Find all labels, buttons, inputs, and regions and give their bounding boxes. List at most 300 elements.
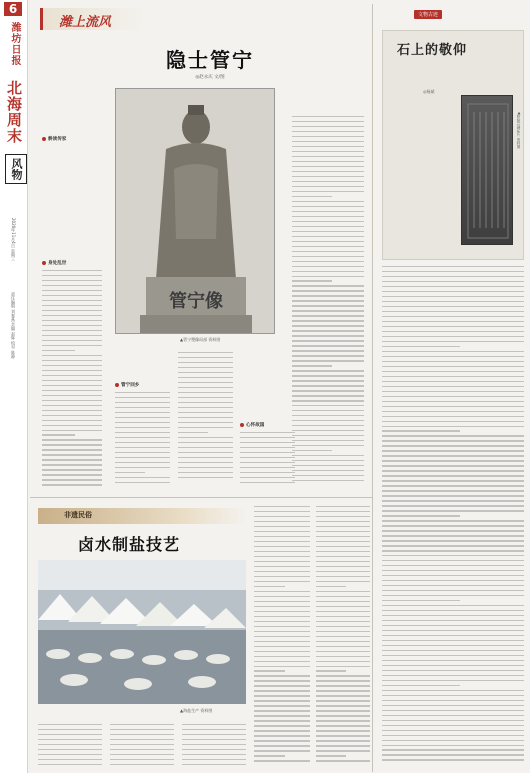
text-line bbox=[115, 452, 170, 453]
text-line bbox=[42, 360, 102, 361]
text-line bbox=[382, 580, 524, 581]
text-line bbox=[382, 440, 524, 441]
text-line bbox=[292, 285, 364, 286]
text-line bbox=[316, 536, 370, 537]
text-line bbox=[115, 417, 170, 418]
text-line bbox=[316, 636, 370, 637]
text-line bbox=[382, 535, 524, 536]
statue-photo bbox=[115, 88, 275, 334]
text-line bbox=[178, 397, 233, 398]
text-line bbox=[254, 725, 310, 726]
kicker-text: 潍上流风 bbox=[59, 15, 112, 30]
text-line bbox=[292, 191, 364, 192]
text-line bbox=[382, 271, 524, 272]
text-line bbox=[316, 586, 346, 587]
text-line bbox=[382, 540, 524, 541]
text-line bbox=[382, 281, 524, 282]
text-line bbox=[42, 474, 102, 475]
text-line bbox=[382, 480, 524, 481]
text-line bbox=[382, 435, 524, 436]
text-line bbox=[316, 685, 370, 686]
text-line bbox=[382, 680, 524, 681]
text-line bbox=[42, 330, 102, 331]
text-line bbox=[292, 131, 364, 132]
text-line bbox=[382, 754, 524, 755]
text-line bbox=[42, 449, 102, 450]
text-line bbox=[254, 670, 285, 671]
text-line bbox=[254, 576, 310, 577]
text-line bbox=[292, 355, 364, 356]
text-line bbox=[382, 321, 524, 322]
text-line bbox=[240, 442, 295, 443]
text-line bbox=[316, 745, 370, 746]
text-line bbox=[292, 181, 364, 182]
text-line bbox=[382, 356, 524, 357]
text-line bbox=[316, 661, 370, 662]
text-line bbox=[254, 526, 310, 527]
text-line bbox=[42, 355, 102, 356]
text-line bbox=[254, 621, 310, 622]
text-line bbox=[292, 266, 364, 267]
text-line bbox=[382, 645, 524, 646]
text-line bbox=[254, 745, 310, 746]
text-line bbox=[316, 571, 370, 572]
text-line bbox=[42, 415, 102, 416]
text-line bbox=[42, 340, 102, 341]
text-line bbox=[382, 650, 524, 651]
text-line bbox=[382, 675, 524, 676]
text-line bbox=[316, 596, 370, 597]
article-title: 隐士管宁 bbox=[166, 48, 254, 72]
text-line bbox=[178, 462, 233, 463]
text-line bbox=[316, 651, 370, 652]
text-line bbox=[316, 626, 370, 627]
text-line bbox=[382, 570, 524, 571]
article-brine-salt bbox=[30, 498, 372, 773]
text-line bbox=[292, 116, 364, 117]
text-line bbox=[292, 141, 364, 142]
text-line bbox=[115, 467, 170, 468]
text-line bbox=[316, 720, 370, 721]
text-line bbox=[382, 515, 460, 516]
text-line bbox=[254, 561, 310, 562]
text-line bbox=[382, 495, 524, 496]
text-line bbox=[292, 231, 364, 232]
text-line bbox=[178, 442, 233, 443]
text-line bbox=[382, 525, 524, 526]
text-line bbox=[42, 395, 102, 396]
text-line bbox=[178, 467, 233, 468]
date-line: 2020年11月4日 星期三 bbox=[11, 218, 16, 262]
text-line bbox=[292, 330, 364, 331]
text-column-b5 bbox=[316, 506, 370, 768]
text-line bbox=[382, 735, 524, 736]
text-line bbox=[292, 435, 364, 436]
text-line bbox=[382, 745, 524, 746]
text-line bbox=[316, 551, 370, 552]
text-line bbox=[240, 482, 295, 483]
text-line bbox=[292, 440, 364, 441]
text-line bbox=[42, 320, 102, 321]
article-guan-ning bbox=[30, 0, 372, 495]
text-line bbox=[316, 646, 370, 647]
text-line bbox=[382, 406, 524, 407]
article-byline: ◎赵永庆 文/图 bbox=[195, 75, 225, 80]
text-line bbox=[292, 460, 364, 461]
sub-heading: 管宁回乡 bbox=[115, 382, 170, 388]
text-line bbox=[292, 410, 364, 411]
text-line bbox=[42, 405, 102, 406]
text-line bbox=[38, 749, 102, 750]
sub-heading: 身处乱世 bbox=[42, 260, 102, 266]
text-line bbox=[42, 325, 102, 326]
text-line bbox=[254, 735, 310, 736]
text-line bbox=[382, 341, 524, 342]
text-line bbox=[316, 561, 370, 562]
supplement-name: 北海周末 bbox=[5, 80, 23, 144]
text-line bbox=[178, 387, 233, 388]
column-divider bbox=[372, 4, 373, 772]
text-line bbox=[178, 412, 233, 413]
text-line bbox=[254, 666, 310, 667]
text-line bbox=[254, 586, 285, 587]
text-line bbox=[316, 591, 370, 592]
text-line bbox=[316, 755, 346, 756]
text-line bbox=[292, 126, 364, 127]
editors-line: 责任编辑 刘春燕 美编 赵辉 校对 陈静 bbox=[11, 292, 16, 359]
text-line bbox=[292, 475, 364, 476]
text-line bbox=[254, 646, 310, 647]
text-line bbox=[316, 566, 370, 567]
text-line bbox=[382, 505, 524, 506]
salt-mounds-image bbox=[38, 560, 246, 704]
text-line bbox=[382, 670, 524, 671]
text-line bbox=[382, 430, 460, 431]
text-line bbox=[382, 445, 524, 446]
text-line bbox=[292, 136, 364, 137]
text-line bbox=[292, 156, 364, 157]
text-line bbox=[42, 315, 102, 316]
text-line bbox=[382, 391, 524, 392]
page-number: 6 bbox=[4, 2, 22, 16]
text-line bbox=[42, 390, 102, 391]
text-line bbox=[382, 715, 524, 716]
text-line bbox=[178, 362, 233, 363]
article-title: 石上的敬仰 bbox=[397, 43, 468, 58]
text-line bbox=[292, 295, 364, 296]
text-line bbox=[254, 506, 310, 507]
text-line bbox=[316, 735, 370, 736]
text-line bbox=[240, 457, 295, 458]
text-line bbox=[178, 452, 233, 453]
text-line bbox=[292, 186, 364, 187]
text-line bbox=[316, 695, 370, 696]
text-line bbox=[316, 611, 370, 612]
text-line bbox=[316, 516, 370, 517]
text-line bbox=[42, 454, 102, 455]
text-line bbox=[254, 551, 310, 552]
text-line bbox=[254, 641, 310, 642]
text-line bbox=[382, 485, 524, 486]
text-line bbox=[115, 462, 170, 463]
text-line bbox=[42, 375, 102, 376]
text-line bbox=[115, 432, 170, 433]
text-line bbox=[382, 396, 524, 397]
text-line bbox=[382, 500, 524, 501]
text-line bbox=[115, 402, 170, 403]
masthead bbox=[0, 0, 28, 773]
text-line bbox=[115, 397, 170, 398]
text-line bbox=[292, 236, 364, 237]
text-line bbox=[292, 251, 364, 252]
text-line bbox=[382, 371, 524, 372]
text-line bbox=[115, 442, 170, 443]
text-line bbox=[382, 376, 524, 377]
text-line bbox=[382, 386, 524, 387]
text-line bbox=[382, 550, 524, 551]
text-line bbox=[292, 300, 364, 301]
text-line bbox=[292, 450, 332, 451]
text-line bbox=[382, 740, 524, 741]
text-line bbox=[292, 465, 364, 466]
text-line bbox=[42, 285, 102, 286]
text-line bbox=[382, 381, 524, 382]
stele-rubbing bbox=[462, 96, 514, 246]
column-tag: 非遗民俗 bbox=[64, 510, 92, 519]
text-line bbox=[42, 430, 102, 431]
text-line bbox=[110, 739, 174, 740]
text-line bbox=[42, 270, 102, 271]
text-line bbox=[292, 335, 364, 336]
text-line bbox=[254, 720, 310, 721]
text-line bbox=[382, 291, 524, 292]
text-line bbox=[115, 427, 170, 428]
article-title: 卤水制盐技艺 bbox=[78, 535, 181, 554]
text-line bbox=[382, 490, 524, 491]
text-line bbox=[38, 754, 102, 755]
text-line bbox=[42, 380, 102, 381]
text-line bbox=[115, 407, 170, 408]
text-line bbox=[316, 556, 370, 557]
text-line bbox=[110, 764, 174, 765]
text-line bbox=[316, 715, 370, 716]
text-line bbox=[178, 367, 233, 368]
text-line bbox=[182, 729, 246, 730]
text-line bbox=[254, 656, 310, 657]
text-line bbox=[382, 530, 524, 531]
text-line bbox=[292, 370, 364, 371]
text-line bbox=[254, 566, 310, 567]
text-line bbox=[38, 744, 102, 745]
text-line bbox=[316, 576, 370, 577]
text-line bbox=[42, 345, 102, 346]
text-line bbox=[382, 635, 524, 636]
text-line bbox=[115, 477, 170, 478]
text-line bbox=[292, 216, 364, 217]
text-line bbox=[292, 350, 364, 351]
text-line bbox=[115, 422, 170, 423]
text-line bbox=[115, 457, 170, 458]
sub-heading: 心怀故国 bbox=[240, 422, 295, 428]
text-line bbox=[254, 571, 310, 572]
text-line bbox=[292, 151, 364, 152]
text-line bbox=[115, 392, 170, 393]
text-line bbox=[254, 750, 310, 751]
text-line bbox=[382, 660, 524, 661]
text-line bbox=[292, 320, 364, 321]
text-line bbox=[110, 749, 174, 750]
text-line bbox=[382, 625, 524, 626]
text-line bbox=[254, 740, 310, 741]
text-line bbox=[316, 541, 370, 542]
text-line bbox=[178, 392, 233, 393]
text-line bbox=[316, 705, 370, 706]
text-line bbox=[38, 759, 102, 760]
text-line bbox=[292, 276, 364, 277]
text-line bbox=[292, 385, 364, 386]
text-line bbox=[382, 725, 524, 726]
text-line bbox=[316, 750, 370, 751]
text-line bbox=[382, 730, 524, 731]
text-line bbox=[292, 280, 332, 281]
text-line bbox=[38, 734, 102, 735]
text-line bbox=[292, 271, 364, 272]
text-line bbox=[382, 401, 524, 402]
text-line bbox=[292, 261, 364, 262]
text-line bbox=[316, 526, 370, 527]
text-line bbox=[254, 516, 310, 517]
text-line bbox=[178, 432, 208, 433]
text-line bbox=[110, 729, 174, 730]
text-line bbox=[382, 336, 524, 337]
text-line bbox=[42, 484, 102, 485]
column-tag: 文物古迹 bbox=[414, 10, 442, 19]
text-line bbox=[316, 680, 370, 681]
text-line bbox=[292, 360, 364, 361]
text-line bbox=[382, 426, 524, 427]
text-line bbox=[382, 520, 524, 521]
text-line bbox=[382, 411, 524, 412]
text-line bbox=[382, 560, 524, 561]
text-line bbox=[240, 447, 295, 448]
text-line bbox=[316, 521, 370, 522]
text-line bbox=[182, 724, 246, 725]
text-line bbox=[178, 417, 233, 418]
text-line bbox=[382, 455, 524, 456]
stele-caption: ▲阳陵石碑拓片 资料图 bbox=[517, 111, 521, 149]
text-line bbox=[382, 286, 524, 287]
text-column-5 bbox=[240, 352, 295, 486]
text-line bbox=[292, 420, 364, 421]
bullet-icon bbox=[115, 383, 119, 387]
text-line bbox=[382, 450, 524, 451]
text-line bbox=[292, 146, 364, 147]
text-line bbox=[382, 316, 524, 317]
text-line bbox=[382, 585, 524, 586]
text-line bbox=[110, 724, 174, 725]
text-line bbox=[178, 372, 233, 373]
text-line bbox=[382, 640, 524, 641]
text-line bbox=[316, 656, 370, 657]
text-line bbox=[316, 740, 370, 741]
text-line bbox=[292, 171, 364, 172]
text-line bbox=[382, 749, 524, 750]
text-line bbox=[316, 631, 370, 632]
text-line bbox=[42, 469, 102, 470]
text-line bbox=[42, 420, 102, 421]
text-line bbox=[42, 365, 102, 366]
text-line bbox=[292, 290, 364, 291]
text-line bbox=[292, 390, 364, 391]
article-byline: ◎杨斌 bbox=[423, 89, 435, 94]
text-line bbox=[382, 465, 524, 466]
text-line bbox=[240, 462, 295, 463]
text-line bbox=[382, 460, 524, 461]
article-stone-reverence bbox=[374, 0, 530, 773]
text-line bbox=[254, 546, 310, 547]
text-line bbox=[42, 459, 102, 460]
text-line bbox=[110, 734, 174, 735]
text-line bbox=[382, 610, 524, 611]
text-line bbox=[292, 430, 364, 431]
text-line bbox=[292, 221, 364, 222]
text-line bbox=[292, 246, 364, 247]
text-line bbox=[382, 351, 524, 352]
text-line bbox=[382, 695, 524, 696]
text-line bbox=[382, 421, 524, 422]
text-line bbox=[240, 432, 295, 433]
text-line bbox=[382, 759, 524, 760]
text-column-4 bbox=[178, 352, 233, 486]
text-line bbox=[316, 601, 370, 602]
text-line bbox=[382, 630, 524, 631]
text-line bbox=[254, 541, 310, 542]
text-line bbox=[292, 470, 364, 471]
text-line bbox=[382, 326, 524, 327]
text-line bbox=[292, 226, 364, 227]
bullet-icon bbox=[42, 137, 46, 141]
text-line bbox=[254, 695, 310, 696]
text-line bbox=[240, 437, 295, 438]
paper-name: 潍坊日报 bbox=[9, 22, 20, 66]
text-line bbox=[292, 176, 364, 177]
text-line bbox=[292, 480, 364, 481]
text-line bbox=[38, 729, 102, 730]
text-line bbox=[382, 346, 460, 347]
text-line bbox=[382, 615, 524, 616]
text-line bbox=[42, 310, 102, 311]
text-column-b3 bbox=[182, 724, 246, 769]
text-line bbox=[292, 196, 332, 197]
text-line bbox=[178, 447, 233, 448]
text-line bbox=[254, 631, 310, 632]
text-line bbox=[42, 385, 102, 386]
text-line bbox=[316, 546, 370, 547]
text-line bbox=[42, 275, 102, 276]
text-line bbox=[292, 365, 332, 366]
text-line bbox=[42, 439, 102, 440]
text-line bbox=[42, 410, 102, 411]
text-line bbox=[254, 755, 285, 756]
text-line bbox=[292, 315, 364, 316]
text-line bbox=[382, 555, 524, 556]
text-line bbox=[254, 556, 310, 557]
text-line bbox=[240, 452, 295, 453]
text-line bbox=[292, 206, 364, 207]
text-line bbox=[178, 472, 233, 473]
text-line bbox=[316, 710, 370, 711]
text-line bbox=[292, 305, 364, 306]
